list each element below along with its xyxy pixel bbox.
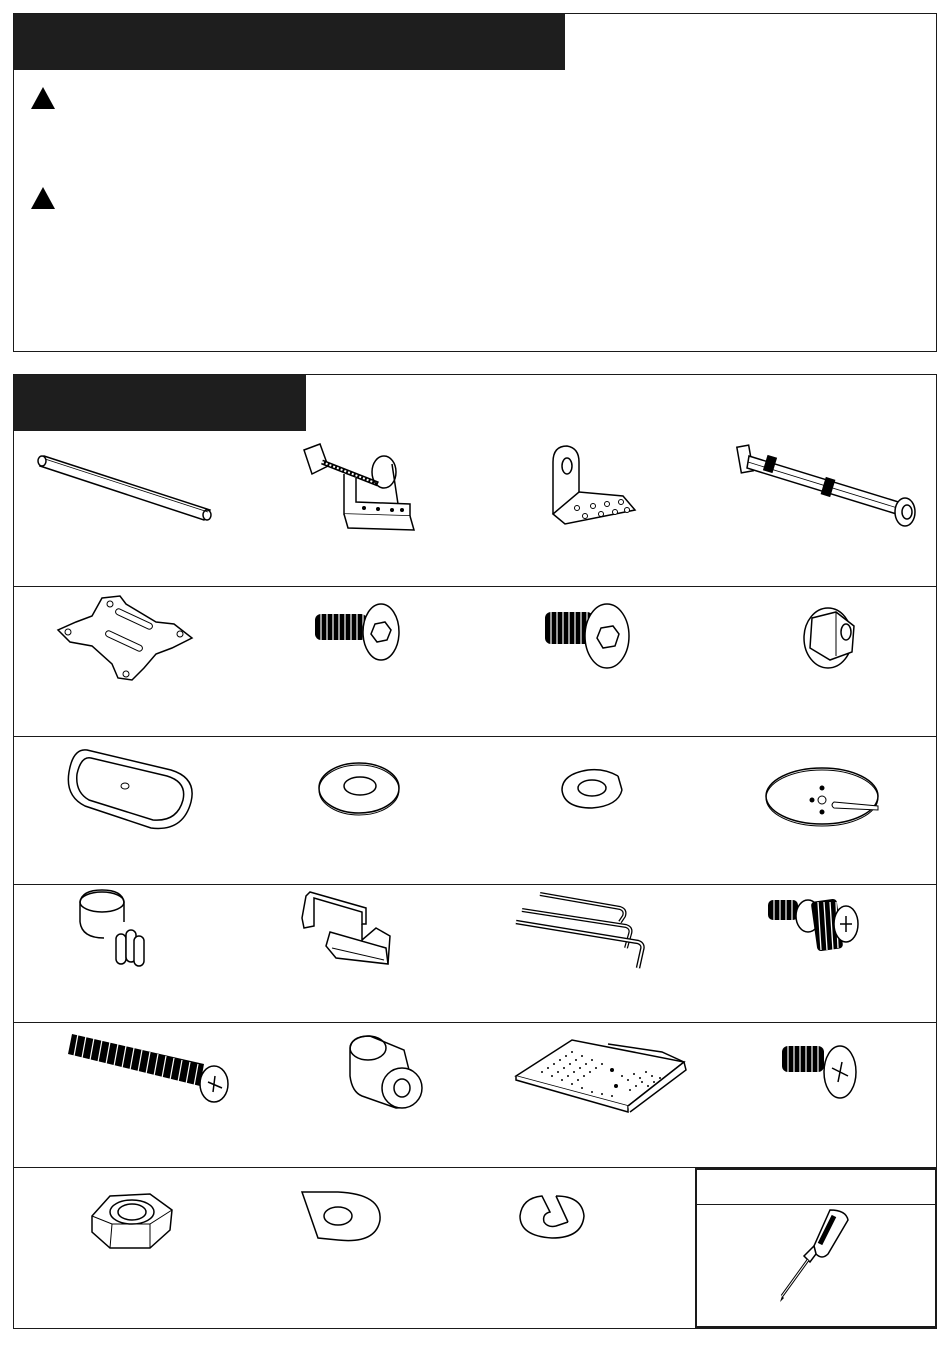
row-divider <box>13 884 937 885</box>
extension-arm-icon <box>735 440 925 532</box>
row-divider <box>13 586 937 587</box>
warning-triangle-icon <box>30 86 56 110</box>
desk-clamp-icon <box>298 444 416 534</box>
perforated-plate-icon <box>512 1036 692 1116</box>
cable-bridge-icon <box>296 888 396 970</box>
row-divider <box>13 1022 937 1023</box>
long-bolt-icon <box>68 1030 236 1106</box>
warning-section-title <box>14 14 565 70</box>
hex-nut-icon <box>88 1190 176 1252</box>
screwdriver-icon <box>774 1208 854 1304</box>
hex-cap-nut-icon <box>800 604 860 670</box>
pole-icon <box>38 448 228 520</box>
cable-clip-icon <box>72 888 152 972</box>
tab-washer-icon <box>298 1190 384 1246</box>
oval-grommet-base-icon <box>65 744 201 836</box>
vesa-plate-icon <box>52 594 197 684</box>
flat-washer-icon <box>316 760 402 816</box>
button-head-hex-bolt-icon <box>543 602 635 672</box>
c-washer-icon <box>516 1192 588 1242</box>
allen-keys-icon <box>512 892 652 972</box>
spacer-icon <box>344 1032 430 1112</box>
l-bracket-icon <box>545 444 637 526</box>
thumb-screw-icon <box>766 894 862 958</box>
split-lock-washer-icon <box>558 766 628 812</box>
phillips-screw-icon <box>780 1040 860 1102</box>
row-divider <box>13 736 937 737</box>
flat-head-hex-bolt-icon <box>313 604 405 666</box>
parts-section-title <box>14 375 306 431</box>
warning-triangle-icon <box>30 186 56 210</box>
slotted-disc-icon <box>764 764 884 828</box>
tools-box-divider <box>697 1204 935 1205</box>
